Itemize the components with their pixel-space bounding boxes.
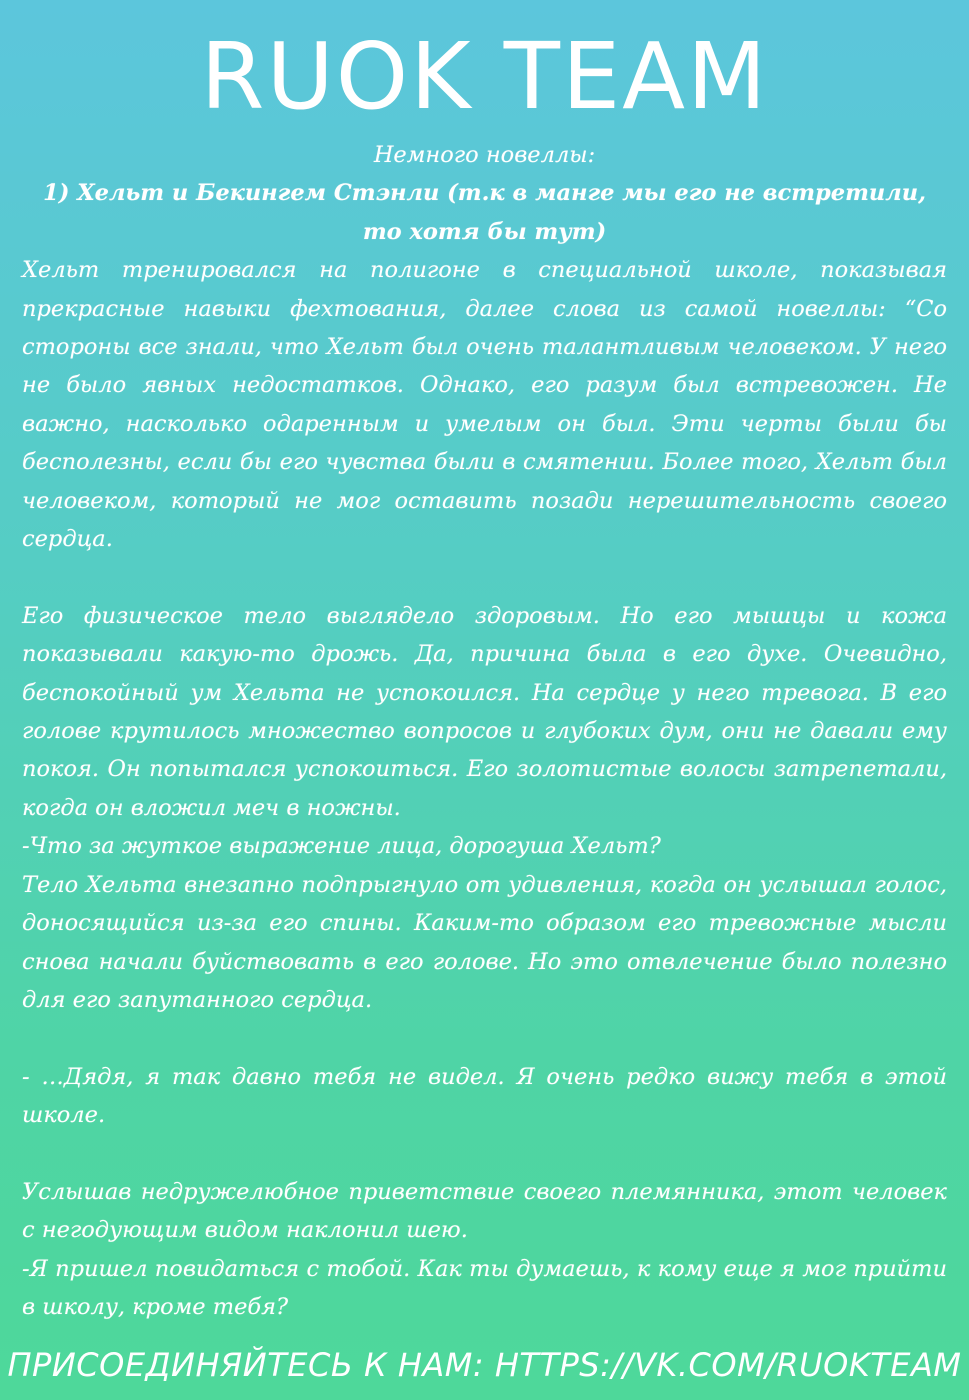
section-heading: Немного новеллы: bbox=[373, 142, 596, 168]
paragraph-4: Услышав недружелюбное приветствие своего племянника, этот человек с негодующим видом наклонил шею. bbox=[22, 1178, 947, 1244]
paragraph-2: Его физическое тело выглядело здоровым. Но его мышцы и кожа показывали какую-то дрожь. Да, причина была в его духе. Очевидно, беспокойный ум Хельта не успокоился. На сердце у него тревога. В его голове крутилось множество вопросов и глубоких дум, они не давали ему покоя. Он попытался успокоиться. Его золотистые волосы затрепетали, когда он вложил меч в ножны. bbox=[22, 602, 947, 821]
novel-excerpt bbox=[22, 136, 947, 1327]
paragraph-1: Хельт тренировался на полигоне в специальной школе, показывая прекрасные навыки фехтования, далее слова из самой новеллы: “Со стороны все знали, что Хельт был очень талантливым человеком. У него не было явных недостатков. Однако, его разум был встревожен. Не важно, насколько одаренным и умелым он был. Эти черты были бы бесполезны, если бы его чувства были в смятении. Более того, Хельт был человеком, который не мог оставить позади нерешительность своего сердца. bbox=[22, 257, 947, 553]
join-us-link[interactable]: ПРИСОЕДИНЯЙТЕСЬ К НАМ: HTTPS://VK.COM/RUOKTEAM bbox=[7, 1346, 962, 1384]
dialogue-line-3: -Я пришел повидаться с тобой. Как ты думаешь, к кому еще я мог прийти в школу, кроме тебя? bbox=[22, 1255, 947, 1321]
dialogue-line-1: -Что за жуткое выражение лица, дорогуша Хельт? bbox=[22, 833, 661, 860]
team-logo: RUOK TEAM bbox=[200, 23, 769, 130]
paragraph-3: Тело Хельта внезапно подпрыгнуло от удивления, когда он услышал голос, доносящийся из-за его спины. Каким-то образом его тревожные мысли снова начали буйствовать в его голове. Но это отвлечение было полезно для его запутанного сердца. bbox=[22, 871, 947, 1013]
dialogue-line-2: - …Дядя, я так давно тебя не видел. Я очень редко вижу тебя в этой школе. bbox=[22, 1063, 947, 1129]
excerpt-subtitle: 1) Хельт и Бекингем Стэнли (т.к в манге мы его не встретили, то хотя бы тут) bbox=[43, 180, 926, 245]
